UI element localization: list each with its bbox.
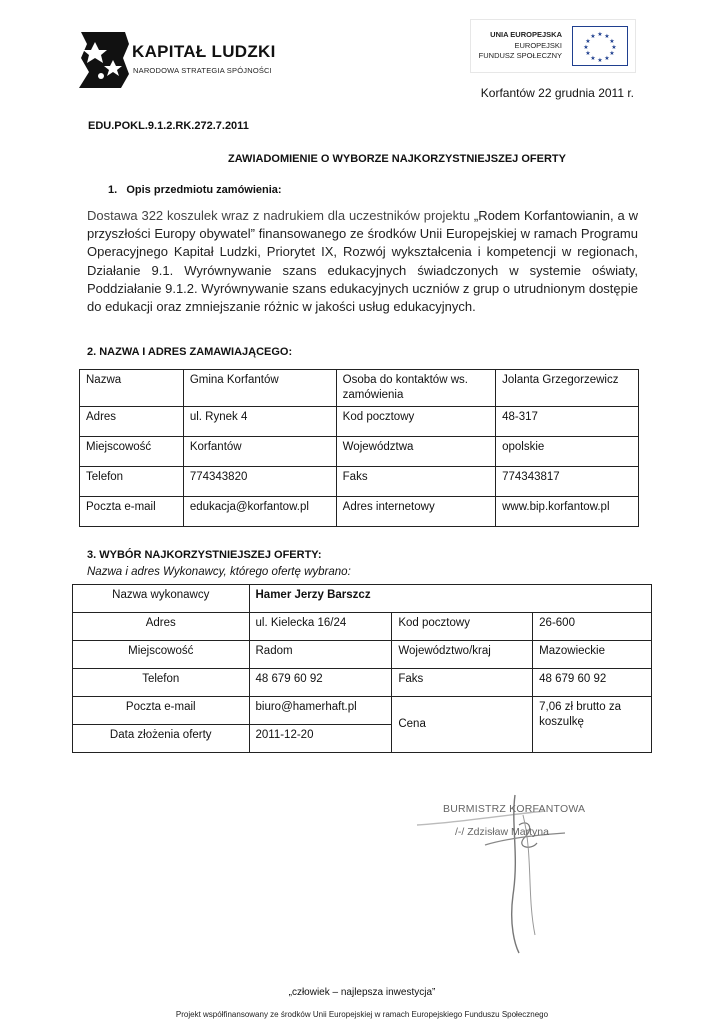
table-cell: opolskie <box>496 437 639 467</box>
table-cell: www.bip.korfantow.pl <box>496 497 639 527</box>
table-cell: edukacja@korfantow.pl <box>183 497 336 527</box>
table-cell: Województwo/kraj <box>392 641 533 669</box>
svg-text:★: ★ <box>604 55 610 62</box>
table-cell: Radom <box>249 641 392 669</box>
eu-line-2: EUROPEJSKI <box>514 41 562 50</box>
ordering-party-table <box>79 369 639 527</box>
table-cell: Adres internetowy <box>336 497 495 527</box>
svg-text:★: ★ <box>585 50 591 57</box>
table-row <box>73 669 652 697</box>
svg-text:★: ★ <box>590 33 596 40</box>
table-cell: 774343817 <box>496 467 639 497</box>
table-cell: Kod pocztowy <box>392 613 533 641</box>
table-cell: Cena <box>392 697 533 753</box>
svg-text:★: ★ <box>611 44 617 51</box>
section-3-subheading: Nazwa i adres Wykonawcy, którego ofertę wybrano: <box>87 566 351 578</box>
table-cell: 48-317 <box>496 407 639 437</box>
table-cell: Adres <box>80 407 184 437</box>
table-cell: Miejscowość <box>80 437 184 467</box>
table-row <box>73 613 652 641</box>
table-row <box>80 407 639 437</box>
footer-note: Projekt współfinansowany ze środków Unii Europejskiej w ramach Europejskiego Funduszu Społecznego <box>175 1010 549 1019</box>
table-cell: biuro@hamerhaft.pl <box>249 697 392 725</box>
signature-title: BURMISTRZ KORFANTOWA <box>443 803 586 815</box>
svg-text:★: ★ <box>590 55 596 62</box>
svg-text:★: ★ <box>585 38 591 45</box>
table-cell: Mazowieckie <box>533 641 652 669</box>
svg-text:★: ★ <box>597 31 603 38</box>
reference-number: EDU.POKL.9.1.2.RK.272.7.2011 <box>88 120 249 132</box>
table-cell: 26-600 <box>533 613 652 641</box>
table-row <box>80 467 639 497</box>
section-2-heading: 2. NAZWA I ADRES ZAMAWIAJĄCEGO: <box>87 346 293 358</box>
table-cell: Data złożenia oferty <box>73 725 250 753</box>
description-part-1: Dostawa 322 koszulek wraz z nadrukiem dla uczestników projektu <box>87 208 474 223</box>
table-cell: Adres <box>73 613 250 641</box>
document-date: Korfantów 22 grudnia 2011 r. <box>480 86 634 100</box>
contractor-table <box>72 584 652 753</box>
notice-title: ZAWIADOMIENIE O WYBORZE NAJKORZYSTNIEJSZEJ OFERTY <box>228 153 566 165</box>
section-1-description <box>87 207 638 316</box>
table-cell: ul. Kielecka 16/24 <box>249 613 392 641</box>
table-cell: Nazwa wykonawcy <box>73 585 250 613</box>
svg-text:★: ★ <box>583 44 589 51</box>
table-row <box>80 497 639 527</box>
contractor-name: Hamer Jerzy Barszcz <box>249 585 652 613</box>
eu-flag-icon <box>572 26 628 66</box>
table-cell: 48 679 60 92 <box>533 669 652 697</box>
eu-line-1: UNIA EUROPEJSKA <box>490 30 562 39</box>
table-cell: 48 679 60 92 <box>249 669 392 697</box>
price-value: 7,06 zł brutto za koszulkę <box>533 697 652 753</box>
table-cell: Jolanta Grzegorzewicz <box>496 370 639 407</box>
table-cell: ul. Rynek 4 <box>183 407 336 437</box>
table-cell: Faks <box>392 669 533 697</box>
table-cell: Kod pocztowy <box>336 407 495 437</box>
motto: „człowiek – najlepsza inwestycja” <box>288 987 436 998</box>
table-cell: Poczta e-mail <box>80 497 184 527</box>
table-cell: Telefon <box>80 467 184 497</box>
svg-text:★: ★ <box>604 33 610 40</box>
table-row <box>73 641 652 669</box>
logo-title: KAPITAŁ LUDZKI <box>132 42 276 61</box>
table-cell: Faks <box>336 467 495 497</box>
logo-subtitle: NARODOWA STRATEGIA SPÓJNOŚCI <box>133 66 272 75</box>
table-row <box>73 585 652 613</box>
description-part-2: „Rodem Korfantowianin, a w przyszłości Europy obywatel” finansowanego ze środków Unii Europejskiej w ramach Programu Operacyjnego Kapitał Ludzki, Priorytet IX, Rozwój wykształcenia i kompetencji w regionach, Działanie 9.1. Wyrównywanie szans edukacyjnych świadczonych w systemie oświaty, Poddziałanie 9.1.2. Wyrównywanie szans edukacyjnych uczniów z grup o utrudnionym dostępie do edukacji oraz zmniejszanie różnic w jakości usług edukacyjnych. <box>87 208 638 315</box>
table-cell: 2011-12-20 <box>249 725 392 753</box>
table-cell: Gmina Korfantów <box>183 370 336 407</box>
svg-text:★: ★ <box>609 50 615 57</box>
svg-text:★: ★ <box>597 57 603 64</box>
table-cell: Nazwa <box>80 370 184 407</box>
table-cell: Telefon <box>73 669 250 697</box>
table-cell: 774343820 <box>183 467 336 497</box>
table-cell: Miejscowość <box>73 641 250 669</box>
table-cell: Województwa <box>336 437 495 467</box>
section-3-heading: 3. WYBÓR NAJKORZYSTNIEJSZEJ OFERTY: <box>87 549 322 561</box>
svg-text:★: ★ <box>609 38 615 45</box>
section-1-heading: 1. Opis przedmiotu zamówienia: <box>108 184 282 196</box>
signature-name: /-/ Zdzisław Martyna <box>455 826 549 838</box>
table-cell: Korfantów <box>183 437 336 467</box>
table-row <box>73 697 652 725</box>
table-cell: Poczta e-mail <box>73 697 250 725</box>
table-row <box>80 437 639 467</box>
eu-line-3: FUNDUSZ SPOŁECZNY <box>478 51 562 60</box>
table-cell: Osoba do kontaktów ws. zamówienia <box>336 370 495 407</box>
table-row <box>80 370 639 407</box>
